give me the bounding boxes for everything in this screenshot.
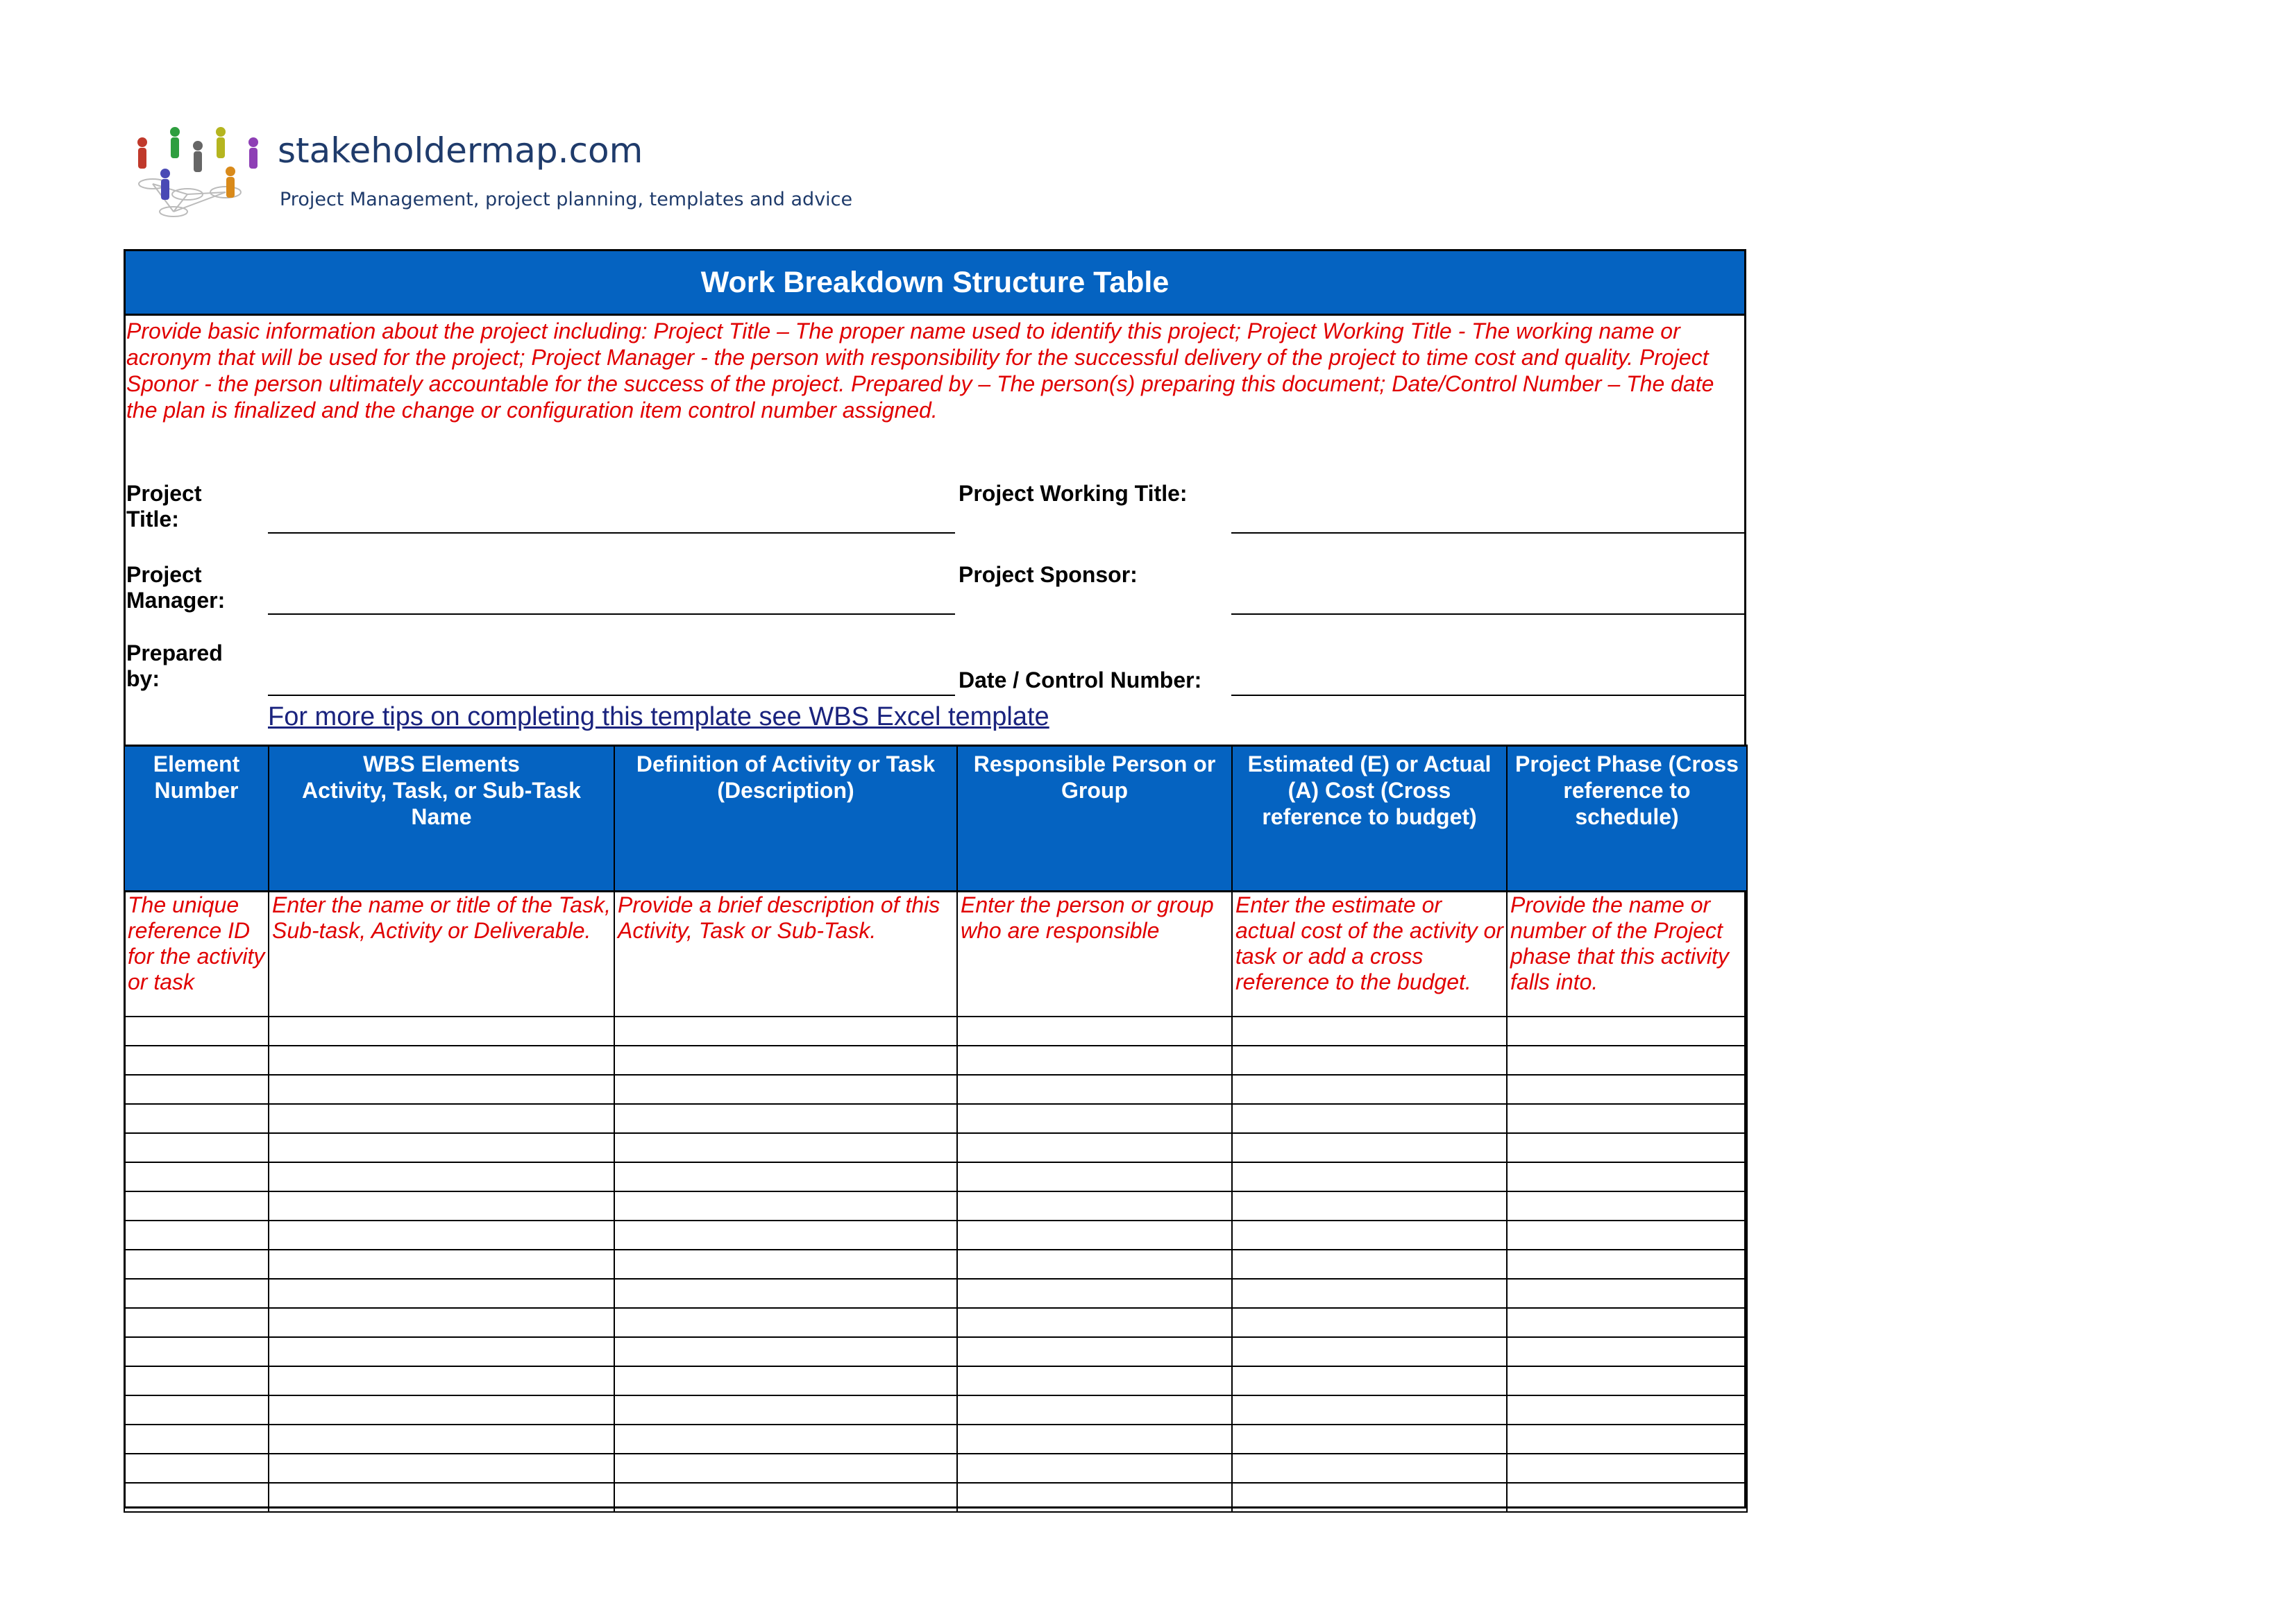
table-cell[interactable]	[957, 1366, 1232, 1395]
project-sponsor-label: Project Sponsor:	[959, 562, 1138, 587]
header-element-number: Element Number	[124, 746, 269, 892]
header-cost: Estimated (E) or Actual (A) Cost (Cross reference to budget)	[1232, 746, 1507, 892]
table-cell[interactable]	[957, 1104, 1232, 1133]
table-cell[interactable]	[1232, 1017, 1507, 1046]
table-cell[interactable]	[1507, 1279, 1747, 1308]
table-cell[interactable]	[124, 1250, 269, 1279]
table-cell[interactable]	[1232, 1366, 1507, 1395]
table-cell[interactable]	[269, 1308, 614, 1337]
table-cell[interactable]	[614, 1250, 957, 1279]
table-cell[interactable]	[957, 1308, 1232, 1337]
table-cell[interactable]	[1507, 1425, 1747, 1454]
instructions-text: Provide basic information about the project including: Project Title – The proper name used to identify this project; Project Working Title - The working name or acronym that will be used for the project; Project Manager - the person with responsibility for the successful delivery of the project to time cost and quality. Project Sponor - the person ultimately accountable for the success of the project. Prepared by – The person(s) preparing this document; Date/Control Number – The date the plan is finalized and the change or configuration item control number assigned.	[126, 318, 1714, 423]
table-cell[interactable]	[1232, 1075, 1507, 1104]
guidance-responsible[interactable]: Enter the person or group who are responsible	[957, 892, 1232, 1017]
table-cell[interactable]	[269, 1104, 614, 1133]
table-cell[interactable]	[614, 1308, 957, 1337]
header-responsible: Responsible Person or Group	[957, 746, 1232, 892]
table-row	[124, 1104, 1747, 1133]
table-cell[interactable]	[124, 1454, 269, 1483]
table-row	[124, 1425, 1747, 1454]
brand-tagline: Project Management, project planning, templates and advice	[280, 189, 853, 210]
table-cell[interactable]	[957, 1279, 1232, 1308]
table-cell[interactable]	[1232, 1483, 1507, 1512]
table-cell[interactable]	[1232, 1454, 1507, 1483]
table-cell[interactable]	[1507, 1017, 1747, 1046]
table-cell[interactable]	[1507, 1075, 1747, 1104]
table-cell[interactable]	[957, 1425, 1232, 1454]
table-cell[interactable]	[269, 1395, 614, 1425]
table-cell[interactable]	[269, 1454, 614, 1483]
project-working-title-label: Project Working Title:	[959, 481, 1188, 506]
table-cell[interactable]	[124, 1046, 269, 1075]
table-cell[interactable]	[614, 1395, 957, 1425]
table-cell[interactable]	[957, 1191, 1232, 1221]
table-cell[interactable]	[269, 1191, 614, 1221]
table-cell[interactable]	[269, 1075, 614, 1104]
table-cell[interactable]	[1232, 1046, 1507, 1075]
table-cell[interactable]	[957, 1483, 1232, 1512]
table-cell[interactable]	[124, 1279, 269, 1308]
table-cell[interactable]	[957, 1395, 1232, 1425]
wbs-table	[124, 745, 1748, 1513]
table-cell[interactable]	[957, 1162, 1232, 1191]
brand-name: stakeholdermap.com	[278, 130, 643, 171]
table-cell[interactable]	[269, 1483, 614, 1512]
date-control-label: Date / Control Number:	[959, 668, 1202, 692]
table-cell[interactable]	[957, 1337, 1232, 1366]
table-cell[interactable]	[614, 1454, 957, 1483]
prepared-by-label: Prepared by:	[126, 640, 223, 691]
table-cell[interactable]	[269, 1279, 614, 1308]
table-cell[interactable]	[957, 1133, 1232, 1162]
table-cell[interactable]	[614, 1133, 957, 1162]
table-cell[interactable]	[957, 1454, 1232, 1483]
table-cell[interactable]	[1507, 1133, 1747, 1162]
table-cell[interactable]	[269, 1162, 614, 1191]
guidance-definition[interactable]: Provide a brief description of this Activity, Task or Sub-Task.	[614, 892, 957, 1017]
table-cell[interactable]	[1507, 1191, 1747, 1221]
table-cell[interactable]	[1232, 1337, 1507, 1366]
table-row	[124, 1337, 1747, 1366]
table-row	[124, 1395, 1747, 1425]
table-cell[interactable]	[614, 1221, 957, 1250]
table-cell[interactable]	[614, 1191, 957, 1221]
table-cell[interactable]	[124, 1133, 269, 1162]
table-row	[124, 1279, 1747, 1308]
table-cell[interactable]	[1507, 1104, 1747, 1133]
table-cell[interactable]	[614, 1046, 957, 1075]
table-cell[interactable]	[1232, 1395, 1507, 1425]
guidance-cost[interactable]: Enter the estimate or actual cost of the activity or task or add a cross reference to the budget.	[1232, 892, 1507, 1017]
table-cell[interactable]	[124, 1104, 269, 1133]
table-cell[interactable]	[124, 1308, 269, 1337]
table-cell[interactable]	[1232, 1133, 1507, 1162]
table-cell[interactable]	[1232, 1425, 1507, 1454]
project-working-title-field[interactable]	[1231, 532, 1746, 534]
table-cell[interactable]	[1507, 1308, 1747, 1337]
table-cell[interactable]	[1232, 1250, 1507, 1279]
table-cell[interactable]	[269, 1133, 614, 1162]
table-row	[124, 1366, 1747, 1395]
table-cell[interactable]	[957, 1046, 1232, 1075]
wbs-template-link[interactable]: For more tips on completing this template see WBS Excel template	[268, 702, 1049, 731]
table-cell[interactable]	[269, 1046, 614, 1075]
form-title: Work Breakdown Structure Table	[124, 249, 1746, 316]
table-cell[interactable]	[269, 1366, 614, 1395]
table-cell[interactable]	[957, 1250, 1232, 1279]
table-cell[interactable]	[1507, 1162, 1747, 1191]
project-title-label: Project Title:	[126, 481, 202, 532]
table-cell[interactable]	[124, 1337, 269, 1366]
table-row	[124, 1454, 1747, 1483]
table-row	[124, 1017, 1747, 1046]
table-cell[interactable]	[957, 1221, 1232, 1250]
table-cell[interactable]	[614, 1017, 957, 1046]
table-row	[124, 1191, 1747, 1221]
table-cell[interactable]	[614, 1483, 957, 1512]
header-phase: Project Phase (Cross reference to schedule)	[1507, 746, 1747, 892]
table-cell[interactable]	[1507, 1395, 1747, 1425]
table-cell[interactable]	[614, 1337, 957, 1366]
table-cell[interactable]	[614, 1366, 957, 1395]
table-cell[interactable]	[269, 1425, 614, 1454]
header-wbs-elements-text: WBS Elements Activity, Task, or Sub-Task Name	[302, 751, 581, 829]
project-title-field[interactable]	[268, 532, 955, 534]
table-row	[124, 1308, 1747, 1337]
table-row	[124, 1075, 1747, 1104]
table-header-row	[124, 746, 1747, 892]
table-cell[interactable]	[1507, 1337, 1747, 1366]
people-network-logo	[125, 114, 271, 219]
table-cell[interactable]	[124, 1162, 269, 1191]
table-cell[interactable]	[1507, 1454, 1747, 1483]
guidance-wbs-elements[interactable]: Enter the name or title of the Task, Sub-task, Activity or Deliverable.	[269, 892, 614, 1017]
prepared-by-field[interactable]	[268, 695, 955, 696]
project-manager-field[interactable]	[268, 613, 955, 615]
table-cell[interactable]	[614, 1162, 957, 1191]
table-cell[interactable]	[124, 1075, 269, 1104]
table-row	[124, 1162, 1747, 1191]
header-wbs-elements	[269, 746, 614, 892]
table-cell[interactable]	[124, 1483, 269, 1512]
table-cell[interactable]	[1232, 1162, 1507, 1191]
table-row	[124, 1250, 1747, 1279]
table-cell[interactable]	[614, 1279, 957, 1308]
table-row	[124, 1133, 1747, 1162]
table-cell[interactable]	[124, 1395, 269, 1425]
table-cell[interactable]	[1232, 1191, 1507, 1221]
header-definition: Definition of Activity or Task (Description)	[614, 746, 957, 892]
table-cell[interactable]	[124, 1425, 269, 1454]
table-cell[interactable]	[124, 1191, 269, 1221]
table-cell[interactable]	[269, 1221, 614, 1250]
table-cell[interactable]	[124, 1017, 269, 1046]
table-cell[interactable]	[1232, 1308, 1507, 1337]
table-cell[interactable]	[269, 1337, 614, 1366]
table-cell[interactable]	[1507, 1483, 1747, 1512]
table-cell[interactable]	[614, 1075, 957, 1104]
table-cell[interactable]	[1232, 1104, 1507, 1133]
table-cell[interactable]	[614, 1425, 957, 1454]
guidance-phase[interactable]: Provide the name or number of the Project phase that this activity falls into.	[1507, 892, 1747, 1017]
table-cell[interactable]	[1507, 1221, 1747, 1250]
table-cell[interactable]	[1507, 1046, 1747, 1075]
project-sponsor-field[interactable]	[1231, 613, 1746, 615]
date-control-field[interactable]	[1231, 695, 1746, 696]
blank-rows	[124, 1017, 1747, 1512]
project-manager-label: Project Manager:	[126, 562, 226, 613]
guidance-row	[124, 892, 1747, 1017]
table-cell[interactable]	[1507, 1250, 1747, 1279]
guidance-element-number[interactable]: The unique reference ID for the activity or task	[124, 892, 269, 1017]
table-cell[interactable]	[957, 1075, 1232, 1104]
table-row	[124, 1221, 1747, 1250]
table-cell[interactable]	[269, 1017, 614, 1046]
table-cell[interactable]	[1507, 1366, 1747, 1395]
table-cell[interactable]	[124, 1221, 269, 1250]
table-cell[interactable]	[124, 1366, 269, 1395]
table-cell[interactable]	[269, 1250, 614, 1279]
table-cell[interactable]	[957, 1017, 1232, 1046]
table-cell[interactable]	[614, 1104, 957, 1133]
table-cell[interactable]	[1232, 1279, 1507, 1308]
table-cell[interactable]	[1232, 1221, 1507, 1250]
table-row	[124, 1046, 1747, 1075]
table-row	[124, 1483, 1747, 1512]
